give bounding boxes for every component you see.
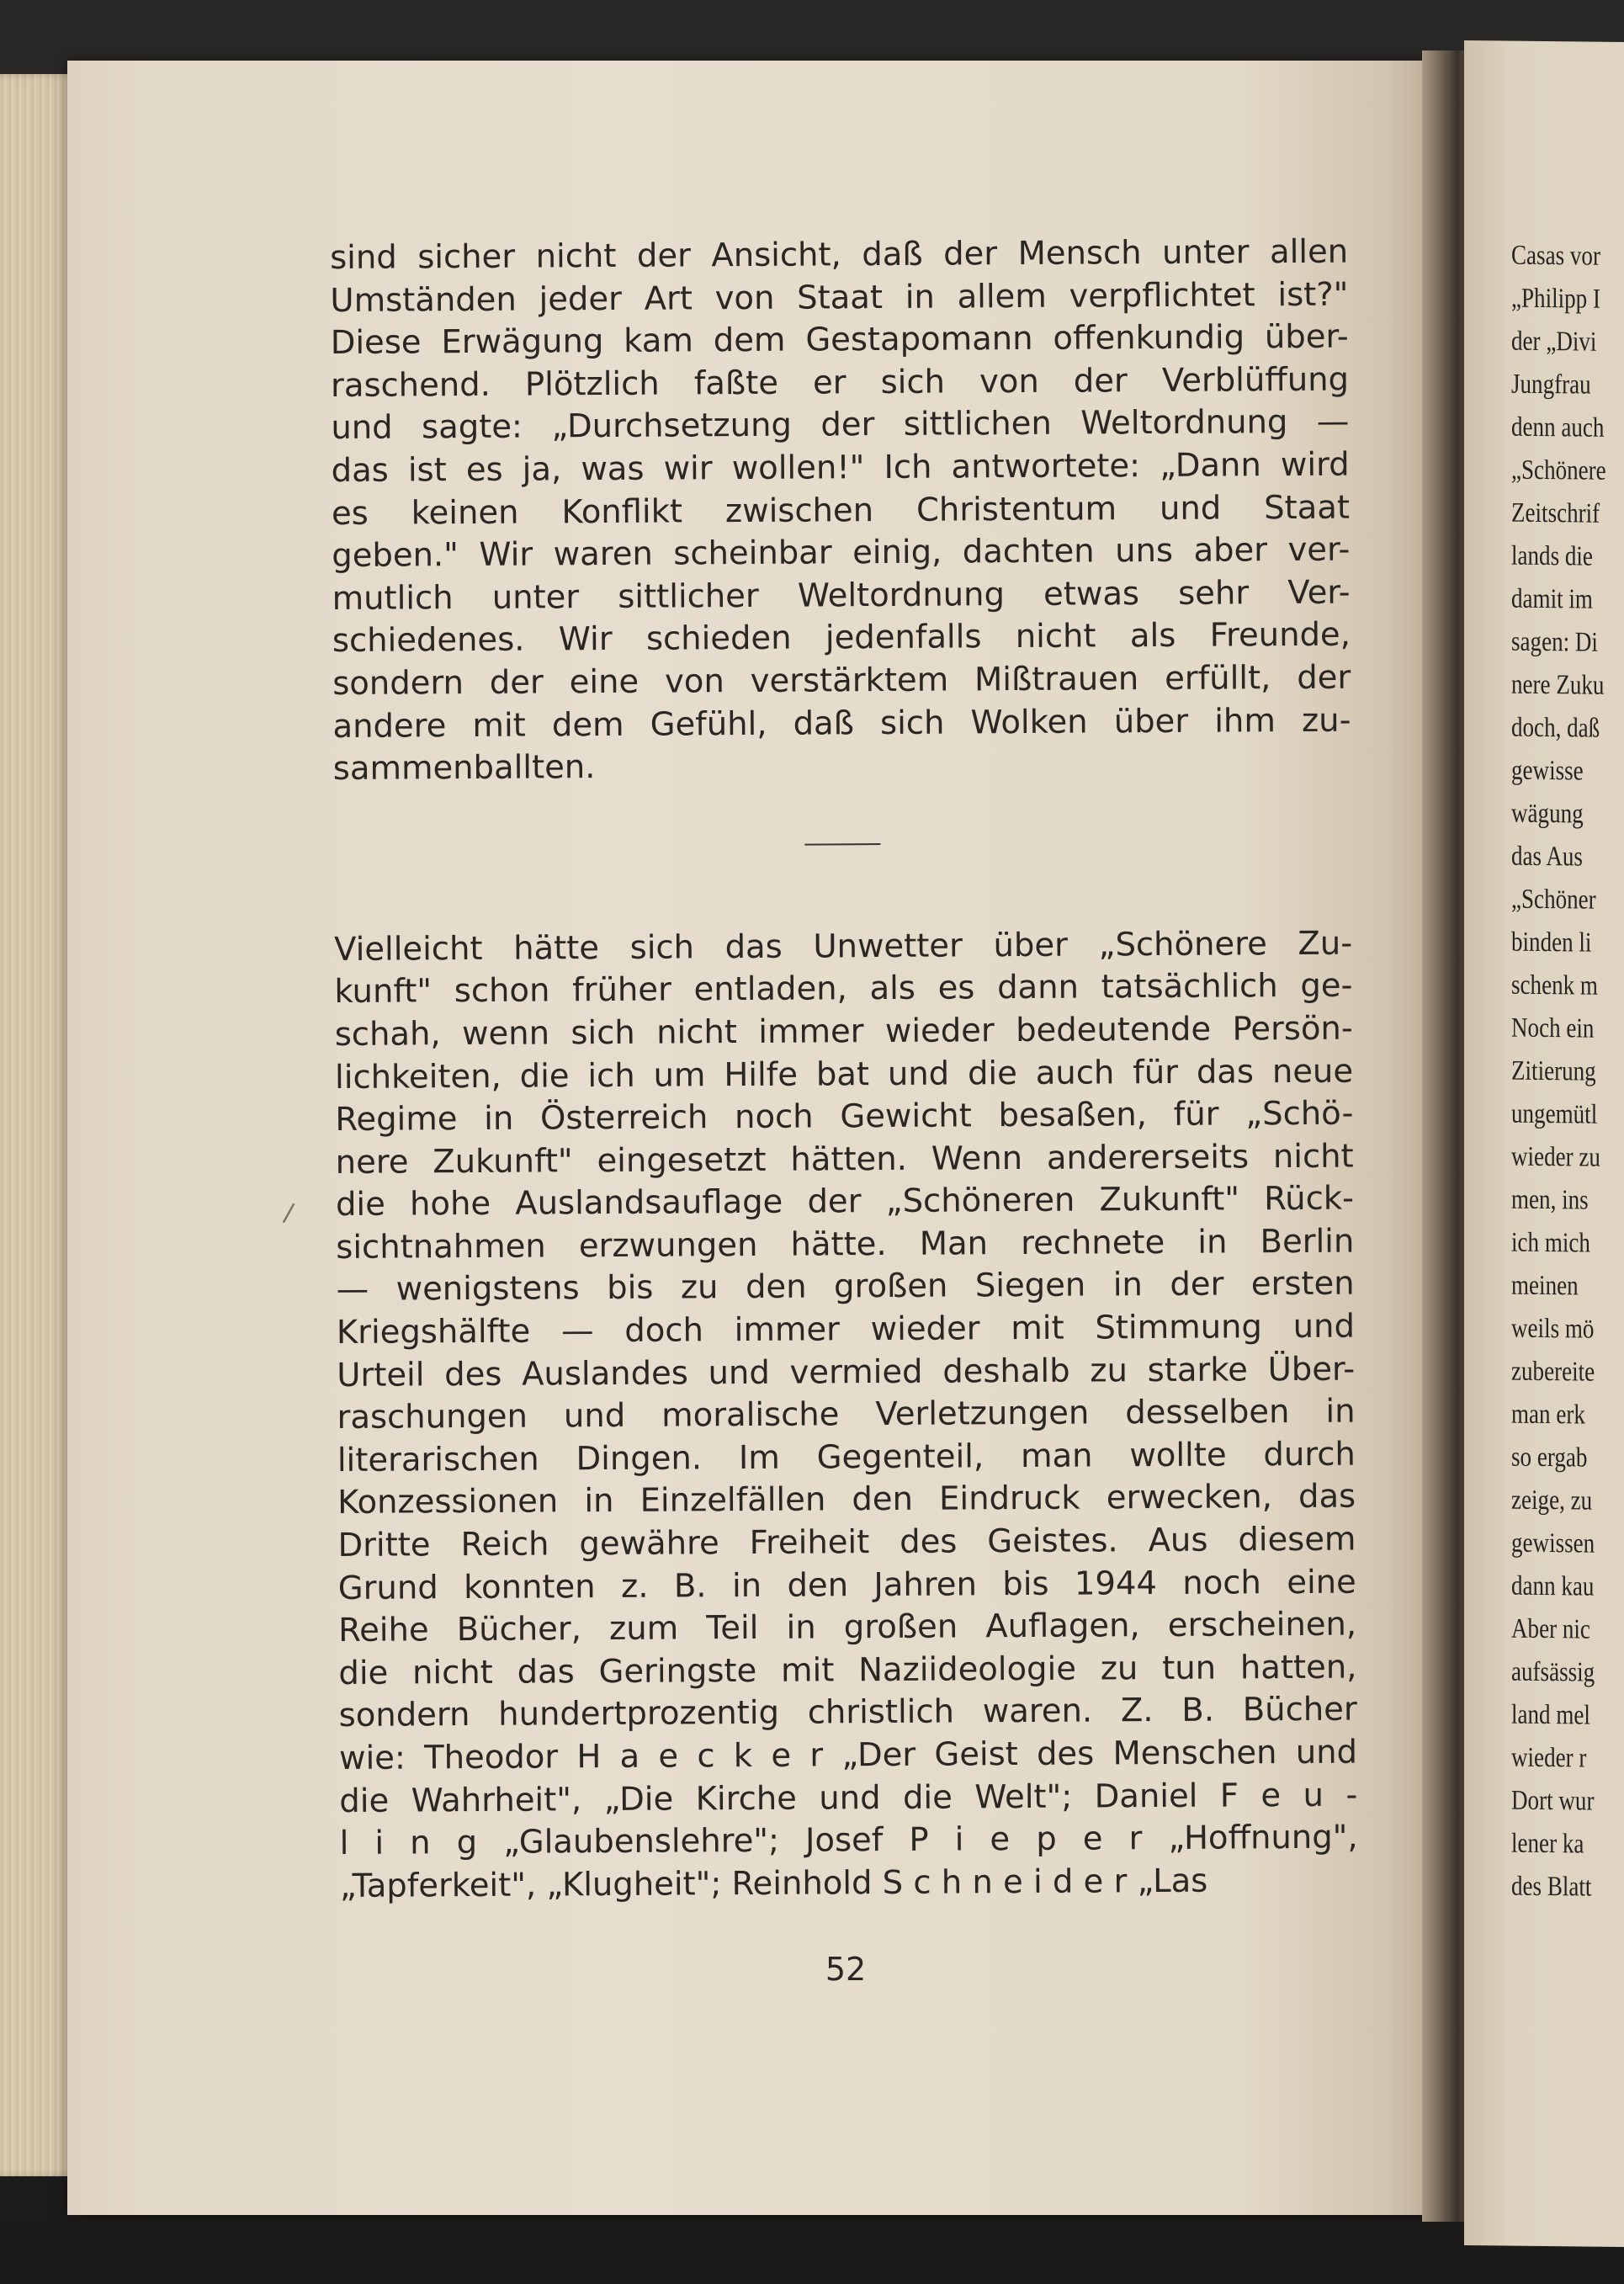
right-text-line: nere Zuku bbox=[1511, 669, 1605, 701]
right-text-line: damit im bbox=[1511, 583, 1593, 615]
right-text-line: der „Divi bbox=[1511, 326, 1597, 358]
right-text-line: das Aus bbox=[1511, 841, 1583, 873]
text-line: kunft" schon früher entladen, als es dann tatsächlich ge- bbox=[334, 966, 1353, 1012]
right-text-line: Dort wur bbox=[1511, 1785, 1595, 1817]
text-line: geben." Wir waren scheinbar einig, dachten uns aber ver- bbox=[332, 530, 1351, 576]
text-line: literarischen Dingen. Im Gegenteil, man wollte durch bbox=[337, 1435, 1356, 1479]
right-text-line: land mel bbox=[1511, 1699, 1590, 1731]
text-line: Dritte Reich gewähre Freiheit des Geistes. Aus diesem bbox=[337, 1520, 1356, 1565]
right-text-line: wägung bbox=[1511, 798, 1584, 830]
right-text-line: schenk m bbox=[1511, 969, 1598, 1001]
right-text-line: doch, daß bbox=[1511, 712, 1600, 744]
text-line: und sagte: „Durchsetzung der sittlichen Weltordnung — bbox=[331, 402, 1350, 448]
right-text-line: lands die bbox=[1511, 540, 1593, 572]
right-page bbox=[1464, 40, 1624, 2247]
paragraph-1 bbox=[330, 231, 1351, 791]
text-line: Kriegshälfte — doch immer wieder mit Stimmung und bbox=[336, 1307, 1356, 1352]
right-text-line: man erk bbox=[1511, 1399, 1585, 1431]
right-text-line: „Schönere bbox=[1511, 454, 1606, 486]
margin-pencil-mark: / bbox=[281, 1198, 296, 1229]
text-line: sind sicher nicht der Ansicht, daß der Mensch unter allen bbox=[330, 232, 1349, 277]
text-line: raschend. Plötzlich faßte er sich von der Verblüffung bbox=[330, 360, 1350, 405]
page-number: 52 bbox=[825, 1951, 867, 1988]
text-line: Diese Erwägung kam dem Gestapomann offenkundig über- bbox=[330, 317, 1349, 363]
right-text-line: aufsässig bbox=[1511, 1656, 1595, 1688]
right-text-line: sagen: Di bbox=[1511, 626, 1598, 658]
text-line: wie: Theodor H a e c k e r „Der Geist des Menschen und bbox=[338, 1733, 1358, 1777]
text-line: „Tapferkeit", „Klugheit"; Reinhold S c h n e i d e r „Las bbox=[339, 1862, 1208, 1905]
right-text-line: wieder r bbox=[1511, 1742, 1587, 1774]
text-line: es keinen Konflikt zwischen Christentum und Staat bbox=[331, 488, 1351, 533]
text-line: mutlich unter sittlicher Weltordnung etwas sehr Ver- bbox=[332, 573, 1351, 618]
right-text-line: binden li bbox=[1511, 927, 1592, 959]
right-text-line: zubereite bbox=[1511, 1356, 1595, 1388]
section-gap bbox=[333, 842, 1352, 928]
right-text-line: meinen bbox=[1511, 1270, 1579, 1302]
text-line: die nicht das Geringste mit Naziideologie zu tun hatten, bbox=[338, 1648, 1357, 1692]
paragraph-2 bbox=[334, 922, 1358, 1908]
left-page-text bbox=[330, 231, 1358, 1909]
text-line: die hohe Auslandsauflage der „Schöneren Zukunft" Rück- bbox=[335, 1179, 1355, 1224]
text-line: Urteil des Auslandes und vermied deshalb zu starke Über- bbox=[337, 1350, 1356, 1394]
right-page-text bbox=[1511, 235, 1624, 1911]
text-line: die Wahrheit", „Die Kirche und die Welt"; Daniel F e u - bbox=[339, 1776, 1358, 1820]
text-line: Vielleicht hätte sich das Unwetter über „Schönere Zu- bbox=[334, 924, 1353, 969]
right-text-line: Aber nic bbox=[1511, 1613, 1590, 1645]
text-line: schiedenes. Wir schieden jedenfalls nicht als Freunde, bbox=[332, 615, 1351, 661]
right-text-line: Zitierung bbox=[1511, 1055, 1596, 1087]
right-text-line: des Blatt bbox=[1511, 1871, 1592, 1903]
right-text-line: gewissen bbox=[1511, 1527, 1595, 1559]
text-line: schah, wenn sich nicht immer wieder bedeutende Persön- bbox=[334, 1009, 1353, 1054]
text-line: Reihe Bücher, zum Teil in großen Auflagen, erscheinen, bbox=[337, 1605, 1357, 1650]
right-text-line: Jungfrau bbox=[1511, 369, 1591, 401]
right-text-line: Zeitschrif bbox=[1511, 497, 1600, 529]
right-text-line: denn auch bbox=[1511, 412, 1605, 444]
right-text-line: so ergab bbox=[1511, 1442, 1588, 1474]
text-line: sammenballten. bbox=[332, 748, 596, 789]
text-line: — wenigstens bis zu den großen Siegen in der ersten bbox=[336, 1265, 1355, 1309]
right-text-line: „Schöner bbox=[1511, 884, 1596, 916]
right-text-line: zeige, zu bbox=[1511, 1485, 1593, 1516]
text-line: raschungen und moralische Verletzungen desselben in bbox=[337, 1392, 1356, 1437]
right-text-line: dann kau bbox=[1511, 1570, 1595, 1602]
text-line: Umständen jeder Art von Staat in allem verpflichtet ist?" bbox=[330, 275, 1349, 320]
right-text-line: lener ka bbox=[1511, 1828, 1584, 1860]
text-line: l i n g „Glaubenslehre"; Josef P i e p e r „Hoffnung", bbox=[339, 1818, 1358, 1863]
text-line: andere mit dem Gefühl, daß sich Wolken über ihm zu- bbox=[332, 701, 1351, 746]
text-line: das ist es ja, was wir wollen!" Ich antwortete: „Dann wird bbox=[331, 445, 1350, 490]
text-line: sondern hundertprozentig christlich waren. Z. B. Bücher bbox=[338, 1690, 1357, 1735]
right-text-line: ich mich bbox=[1511, 1227, 1590, 1259]
text-line: Grund konnten z. B. in den Jahren bis 1944 noch eine bbox=[337, 1563, 1356, 1607]
right-text-line: „Philipp I bbox=[1511, 283, 1600, 315]
text-line: lichkeiten, die ich um Hilfe bat und die auch für das neue bbox=[334, 1052, 1354, 1097]
right-text-line: wieder zu bbox=[1511, 1141, 1600, 1173]
text-line: sondern der eine von verstärktem Mißtrauen erfüllt, der bbox=[332, 658, 1351, 703]
text-line: Konzessionen in Einzelfällen den Eindruck erwecken, das bbox=[337, 1478, 1356, 1522]
text-line: nere Zukunft" eingesetzt hätten. Wenn andererseits nicht bbox=[335, 1137, 1354, 1182]
right-text-line: men, ins bbox=[1511, 1184, 1589, 1216]
text-line: Regime in Österreich noch Gewicht besaßen, für „Schö- bbox=[335, 1094, 1354, 1139]
right-text-line: Casas vor bbox=[1511, 240, 1600, 272]
right-text-line: gewisse bbox=[1511, 755, 1584, 787]
right-text-line: Noch ein bbox=[1511, 1012, 1595, 1044]
right-text-line: weils mö bbox=[1511, 1313, 1595, 1345]
text-line: sichtnahmen erzwungen hätte. Man rechnete in Berlin bbox=[336, 1222, 1355, 1267]
right-text-line: ungemütl bbox=[1511, 1098, 1598, 1130]
